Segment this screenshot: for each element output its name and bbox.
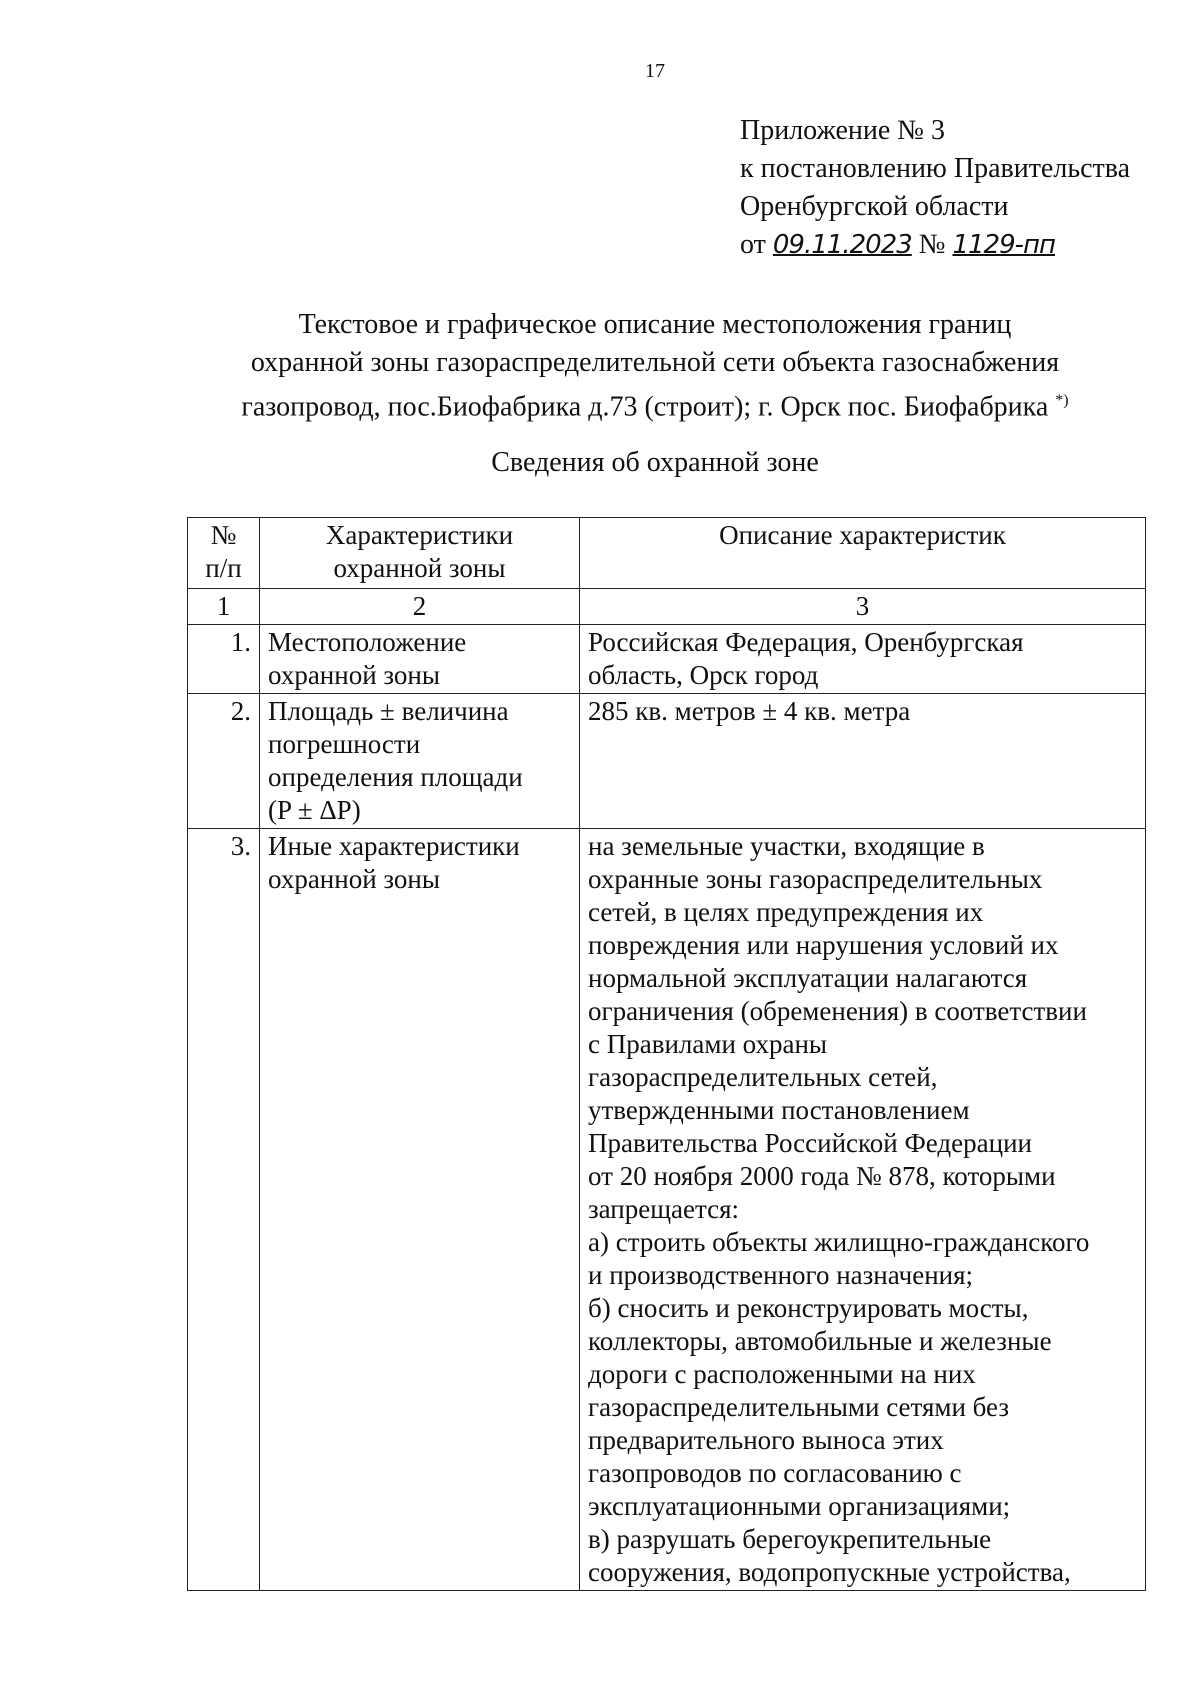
row-number: 1. xyxy=(188,625,260,694)
row-characteristic xyxy=(260,694,580,829)
row-description-line: область, Орск город xyxy=(588,660,819,690)
index-cell: 2 xyxy=(260,589,580,625)
document-title xyxy=(0,306,1200,426)
row-description-line: от 20 ноября 2000 года № 878, которыми xyxy=(588,1161,1056,1191)
row-description-line: газораспределительными сетями без xyxy=(588,1392,1010,1422)
appendix-title: Приложение № 3 xyxy=(740,115,945,146)
row-characteristic-line: Иные характеристики xyxy=(268,831,520,861)
header-characteristics-line-1: Характеристики xyxy=(325,520,514,550)
row-description-line: нормальной эксплуатации налагаются xyxy=(588,963,1028,993)
footnote-mark: *) xyxy=(1055,392,1069,409)
table-row xyxy=(188,829,1146,1591)
row-description-line: с Правилами охраны xyxy=(588,1029,828,1059)
date-prefix: от xyxy=(740,229,766,260)
row-characteristic-line: охранной зоны xyxy=(268,660,441,690)
row-description-line: сетей, в целях предупреждения их xyxy=(588,897,984,927)
row-description-line: дороги с расположенными на них xyxy=(588,1359,976,1389)
row-description-line: ограничения (обременения) в соответствии xyxy=(588,996,1087,1026)
table-index-row xyxy=(188,589,1146,625)
appendix-date-number xyxy=(740,226,1130,264)
row-description-line: повреждения или нарушения условий их xyxy=(588,930,1059,960)
index-cell: 1 xyxy=(188,589,260,625)
handwritten-date: 09.11.2023 xyxy=(772,230,912,260)
row-characteristic-line: Площадь ± величина xyxy=(268,696,509,726)
row-characteristic-line: Местоположение xyxy=(268,627,467,657)
appendix-reference: к постановлению Правительства xyxy=(740,153,1131,184)
row-characteristic xyxy=(260,625,580,694)
row-description-line: в) разрушать берегоукрепительные xyxy=(588,1524,992,1554)
table-row xyxy=(188,625,1146,694)
row-description-line: газопроводов по согласованию с xyxy=(588,1458,962,1488)
row-characteristic-line: охранной зоны xyxy=(268,864,441,894)
row-characteristic-line: определения площади xyxy=(268,762,523,792)
handwritten-number: 1129-пп xyxy=(952,230,1056,260)
row-description-line: запрещается: xyxy=(588,1194,740,1224)
appendix-region: Оренбургской области xyxy=(740,191,1009,222)
row-number: 3. xyxy=(188,829,260,1591)
title-line-1: Текстовое и графическое описание местоположения границ xyxy=(298,309,1012,340)
index-cell: 3 xyxy=(580,589,1146,625)
section-title: Сведения об охранной зоне xyxy=(491,447,819,478)
row-description-line: утвержденными постановлением xyxy=(588,1095,970,1125)
protection-zone-table xyxy=(187,517,1146,1591)
row-description-line: на земельные участки, входящие в xyxy=(588,831,985,861)
row-description-line: б) сносить и реконструировать мосты, xyxy=(588,1293,1029,1323)
row-description-line: а) строить объекты жилищно-гражданского xyxy=(588,1227,1090,1257)
header-description: Описание характеристик xyxy=(580,518,1146,589)
row-description-line: сооружения, водопропускные устройства, xyxy=(588,1557,1071,1587)
appendix-block xyxy=(740,112,1130,264)
title-line-3-text: газопровод, пос.Биофабрика д.73 (строит); г. Орск пос. Биофабрика xyxy=(241,391,1049,423)
row-description-line: предварительного выноса этих xyxy=(588,1425,944,1455)
row-description-line: охранные зоны газораспределительных xyxy=(588,864,1043,894)
row-characteristic-line: (P ± ΔP) xyxy=(268,795,361,825)
row-characteristic xyxy=(260,829,580,1591)
row-description-line: 285 кв. метров ± 4 кв. метра xyxy=(588,696,911,726)
row-description xyxy=(580,625,1146,694)
row-description-line: Правительства Российской Федерации xyxy=(588,1128,1032,1158)
row-description xyxy=(580,694,1146,829)
row-description-line: и производственного назначения; xyxy=(588,1260,974,1290)
row-description-line: коллекторы, автомобильные и железные xyxy=(588,1326,1052,1356)
page-number: 17 xyxy=(645,60,665,82)
row-description-line: эксплуатационными организациями; xyxy=(588,1491,1011,1521)
header-number xyxy=(188,518,260,589)
row-description-line: газораспределительных сетей, xyxy=(588,1062,938,1092)
header-number-abbr: п/п xyxy=(205,553,242,583)
title-line-3 xyxy=(0,382,1200,426)
table-row xyxy=(188,694,1146,829)
row-description xyxy=(580,829,1146,1591)
header-characteristics-line-2: охранной зоны xyxy=(333,553,506,583)
header-characteristics xyxy=(260,518,580,589)
table-header-row xyxy=(188,518,1146,589)
row-description-line: Российская Федерация, Оренбургская xyxy=(588,627,1024,657)
title-line-2: охранной зоны газораспределительной сети объекта газоснабжения xyxy=(250,347,1060,378)
row-characteristic-line: погрешности xyxy=(268,729,421,759)
number-sign: № xyxy=(918,229,946,260)
header-number-sign: № xyxy=(210,520,237,550)
row-number: 2. xyxy=(188,694,260,829)
